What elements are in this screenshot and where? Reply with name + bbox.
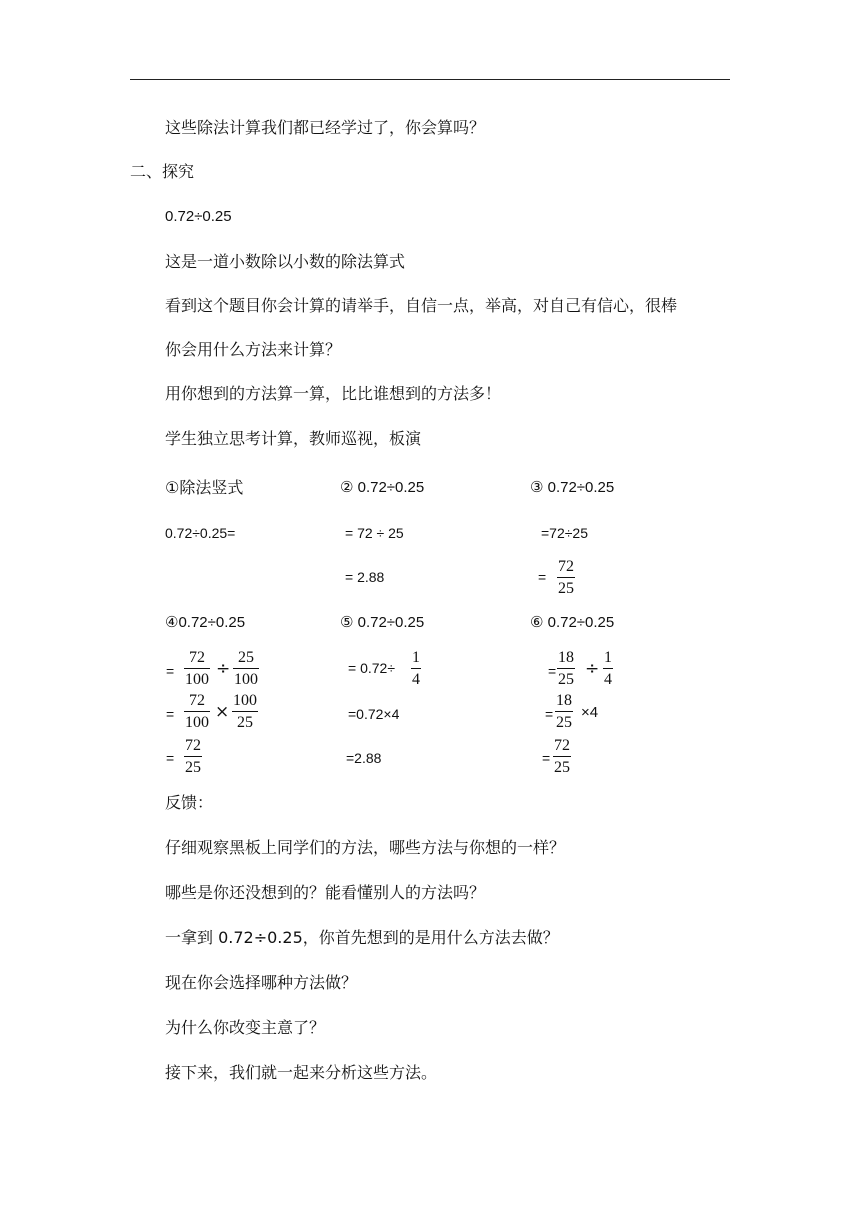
numerator: 72: [189, 692, 205, 709]
method-6-times-4: ×4: [581, 704, 599, 721]
fraction-72-100: [184, 649, 210, 689]
fraction-1-4: [411, 649, 421, 689]
feedback-question-2: 哪些是你还没想到的？能看懂别人的方法吗？: [165, 883, 486, 902]
numerator: 72: [185, 737, 201, 754]
line-students: 学生独立思考计算，教师巡视，板演: [165, 429, 422, 448]
numerator: 72: [554, 737, 570, 754]
numerator: 1: [412, 649, 420, 666]
method-2-line-2: = 2.88: [345, 569, 385, 585]
method-2-title: ② 0.72÷0.25: [340, 479, 425, 496]
fraction-1-4: [603, 649, 613, 689]
method-4-eq-1: =: [166, 663, 175, 679]
denominator: 100: [185, 714, 209, 731]
times-sign: ×: [215, 702, 230, 722]
numerator: 18: [556, 692, 572, 709]
method-5-line-3: =2.88: [346, 750, 382, 766]
denominator: 25: [558, 580, 574, 597]
numerator: 100: [233, 692, 257, 709]
expression: 0.72÷0.25: [165, 208, 232, 225]
method-2-line-1: = 72 ÷ 25: [345, 525, 404, 541]
denominator: 25: [185, 759, 201, 776]
method-1-line-1: 0.72÷0.25=: [165, 525, 236, 541]
denominator: 25: [556, 714, 572, 731]
method-5-line-2: =0.72×4: [348, 706, 400, 722]
method-4-eq-3: =: [166, 750, 175, 766]
feedback-question-6: 接下来，我们就一起来分析这些方法。: [165, 1063, 438, 1082]
method-3-eq: =: [538, 569, 547, 585]
method-5-line-1: = 0.72÷: [348, 660, 395, 676]
denominator: 4: [604, 671, 612, 688]
feedback-question-3: 一拿到 0.72÷0.25，你首先想到的是用什么方法去做？: [165, 928, 559, 947]
method-3-line-1: =72÷25: [541, 525, 589, 541]
numerator: 72: [189, 649, 205, 666]
numerator: 25: [238, 649, 254, 666]
denominator: 25: [558, 671, 574, 688]
header-rule: [130, 79, 730, 80]
method-1-title: ①除法竖式: [165, 478, 244, 497]
numerator: 1: [604, 649, 612, 666]
fraction-72-25: [184, 737, 202, 777]
numerator: 18: [558, 649, 574, 666]
fraction-18-25: [555, 692, 573, 732]
feedback-question-4: 现在你会选择哪种方法做？: [165, 973, 358, 992]
divide-sign: ÷: [216, 659, 231, 679]
denominator: 100: [185, 671, 209, 688]
numerator: 72: [558, 558, 574, 575]
fraction-72-25: [557, 558, 575, 598]
fraction-25-100: [233, 649, 259, 689]
method-3-title: ③ 0.72÷0.25: [530, 479, 615, 496]
denominator: 25: [237, 714, 253, 731]
line-desc: 这是一道小数除以小数的除法算式: [165, 252, 406, 271]
divide-sign: ÷: [585, 659, 600, 679]
fraction-18-25: [557, 649, 575, 689]
method-4-eq-2: =: [166, 706, 175, 722]
method-6-eq-3: =: [542, 750, 551, 766]
method-6-eq-1: =: [548, 663, 557, 679]
line-method-question: 你会用什么方法来计算？: [165, 340, 342, 359]
line-intro: 这些除法计算我们都已经学过了，你会算吗？: [165, 118, 486, 137]
section-heading: 二、探究: [130, 162, 195, 181]
denominator: 100: [234, 671, 258, 688]
fraction-72-100: [184, 692, 210, 732]
fraction-72-25: [553, 737, 571, 777]
line-try: 用你想到的方法算一算，比比谁想到的方法多！: [165, 384, 502, 403]
method-6-eq-2: =: [545, 706, 554, 722]
method-4-title: ④0.72÷0.25: [165, 614, 246, 631]
method-6-title: ⑥ 0.72÷0.25: [530, 614, 615, 631]
method-5-title: ⑤ 0.72÷0.25: [340, 614, 425, 631]
denominator: 25: [554, 759, 570, 776]
feedback-label: 反馈：: [165, 793, 214, 812]
denominator: 4: [412, 671, 420, 688]
feedback-question-1: 仔细观察黑板上同学们的方法，哪些方法与你想的一样？: [165, 838, 566, 857]
line-raise-hand: 看到这个题目你会计算的请举手，自信一点，举高，对自己有信心，很棒: [165, 296, 678, 315]
feedback-question-5: 为什么你改变主意了？: [165, 1018, 326, 1037]
fraction-100-25: [232, 692, 258, 732]
